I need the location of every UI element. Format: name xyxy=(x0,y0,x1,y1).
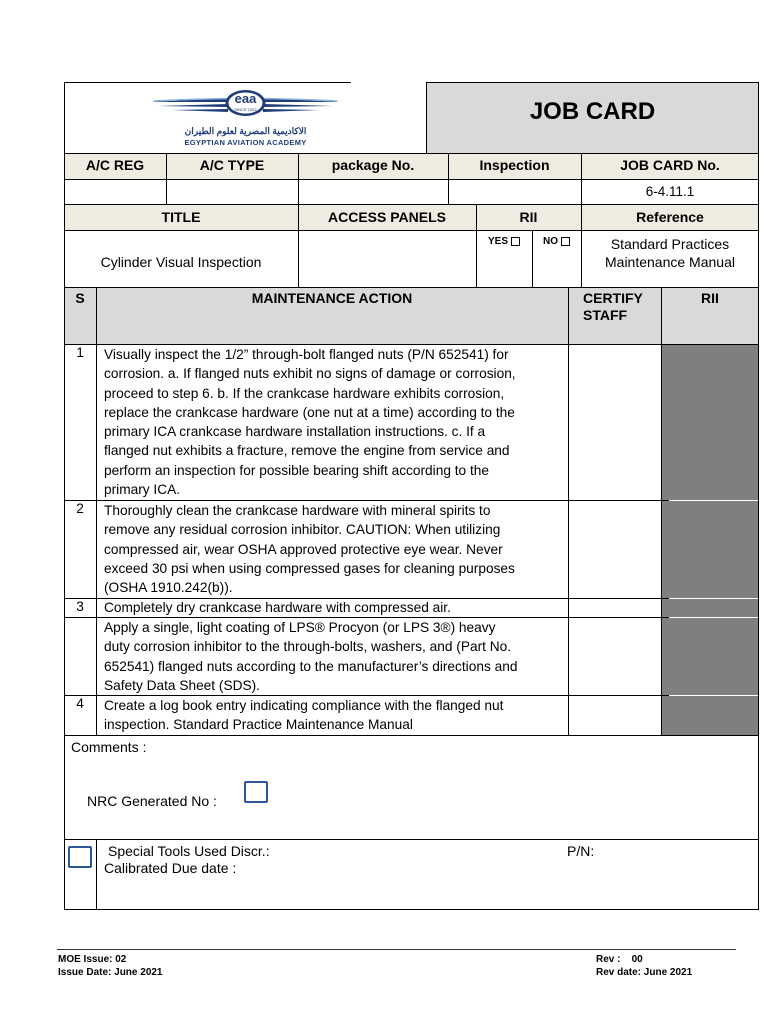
logo-arabic-name: الاكاديمية المصرية لعلوم الطيران xyxy=(184,126,307,136)
step-1-line: proceed to step 6. b. If the crankcase hardware exhibits corrosion, xyxy=(104,385,505,401)
step-apply-text xyxy=(104,618,566,695)
step-2-number: 2 xyxy=(76,501,84,516)
rii-yes-label: YES xyxy=(487,236,508,247)
step-4-line: Create a log book entry indicating compliance with the flanged nut xyxy=(104,698,504,713)
rii-cell-1 xyxy=(662,345,759,500)
step-apply-line: 652541) flanged nuts according to the manufacturer’s directions and xyxy=(104,658,518,674)
step-1-line: corrosion. a. If flanged nuts exhibit no signs of damage or corrosion, xyxy=(104,366,516,382)
calibrated-due-label: Calibrated Due date : xyxy=(104,860,237,876)
header-reference: Reference xyxy=(636,209,704,225)
logo-since: SINCE 1932 xyxy=(234,107,257,112)
step-1-line: perform an inspection for possible bearing shift according to the xyxy=(104,462,489,478)
step-1-line: primary ICA crankcase hardware installation instructions. c. If a xyxy=(104,424,486,440)
step-3-text xyxy=(104,598,566,617)
header-access-panels: ACCESS PANELS xyxy=(328,209,446,225)
rii-yes-checkbox[interactable] xyxy=(511,237,520,246)
step-apply-line: Safety Data Sheet (SDS). xyxy=(104,677,260,693)
special-tools-checkbox[interactable] xyxy=(68,846,92,868)
logo-mark-text: eaa xyxy=(234,91,257,106)
header-rii-column: RII xyxy=(701,290,719,306)
step-2-line: remove any residual corrosion inhibitor. CAUTION: When utilizing xyxy=(104,522,501,538)
step-2-line: (OSHA 1910.242(b)). xyxy=(104,580,233,596)
rii-no-option[interactable] xyxy=(532,236,581,247)
academy-logo xyxy=(148,88,343,150)
rii-no-checkbox[interactable] xyxy=(561,237,570,246)
header-s: S xyxy=(75,290,85,306)
footer-rule xyxy=(57,949,736,950)
rii-cell-5 xyxy=(662,696,759,735)
header-title: TITLE xyxy=(161,209,201,225)
special-tools-label: Special Tools Used Discr.: xyxy=(108,843,270,859)
step-1-line: flanged nut exhibits a fracture, remove the engine from service and xyxy=(104,443,510,459)
step-1-number: 1 xyxy=(76,345,84,360)
nrc-no-checkbox[interactable] xyxy=(244,781,268,803)
step-apply-line: duty corrosion inhibitor to the through-bolts, washers, and (Part No. xyxy=(104,639,512,655)
step-1-text xyxy=(104,345,566,499)
title-value: Cylinder Visual Inspection xyxy=(100,254,262,270)
step-2-text xyxy=(104,501,566,597)
header-inspection: Inspection xyxy=(479,157,550,173)
logo-english-name: EGYPTIAN AVIATION ACADEMY xyxy=(184,138,307,147)
moe-issue: MOE Issue: 02 xyxy=(58,954,127,965)
value-job-card-no: 6-4.11.1 xyxy=(645,184,695,199)
header-maintenance-action: MAINTENANCE ACTION xyxy=(251,290,413,306)
comments-label: Comments : xyxy=(71,739,147,755)
step-2-line: Thoroughly clean the crankcase hardware with mineral spirits to xyxy=(104,503,491,518)
issue-date: Issue Date: June 2021 xyxy=(58,967,163,978)
rii-cell-3 xyxy=(662,599,759,617)
job-card-title: JOB CARD xyxy=(529,98,656,125)
nrc-generated-label: NRC Generated No : xyxy=(87,793,217,809)
rii-yes-option[interactable] xyxy=(476,236,532,247)
reference-line-1: Standard Practices xyxy=(610,236,730,252)
revision-date: Rev date: June 2021 xyxy=(596,967,693,978)
step-4-text xyxy=(104,696,566,735)
header-package-no: package No. xyxy=(331,157,415,173)
rii-cell-2 xyxy=(662,501,759,598)
header-ac-reg: A/C REG xyxy=(85,157,145,173)
header-job-card-no: JOB CARD No. xyxy=(620,157,720,173)
rii-cell-4 xyxy=(662,618,759,695)
step-4-number: 4 xyxy=(76,696,84,711)
step-1-line: Visually inspect the 1/2” through-bolt flanged nuts (P/N 652541) for xyxy=(104,347,509,362)
step-1-line: primary ICA. xyxy=(104,482,181,498)
header-certify-line-2: STAFF xyxy=(583,307,628,323)
revision: Rev : 00 xyxy=(596,954,643,965)
step-3-line: Completely dry crankcase hardware with compressed air. xyxy=(104,600,451,615)
pn-label: P/N: xyxy=(567,843,595,859)
header-certify-line-1: CERTIFY xyxy=(583,290,643,306)
reference-line-2: Maintenance Manual xyxy=(605,254,735,270)
header-rii: RII xyxy=(519,209,538,225)
step-3-number: 3 xyxy=(76,599,84,614)
rii-no-label: NO xyxy=(543,236,558,247)
header-ac-type: A/C TYPE xyxy=(199,157,265,173)
step-2-line: compressed air, wear OSHA approved protective eye wear. Never xyxy=(104,541,503,557)
step-apply-line: Apply a single, light coating of LPS® Procyon (or LPS 3®) heavy xyxy=(104,620,496,635)
step-1-line: replace the crankcase hardware (one nut at a time) according to the xyxy=(104,404,515,420)
step-2-line: exceed 30 psi when using compressed gases for cleaning purposes xyxy=(104,560,515,576)
step-4-line: inspection. Standard Practice Maintenance Manual xyxy=(104,717,413,733)
